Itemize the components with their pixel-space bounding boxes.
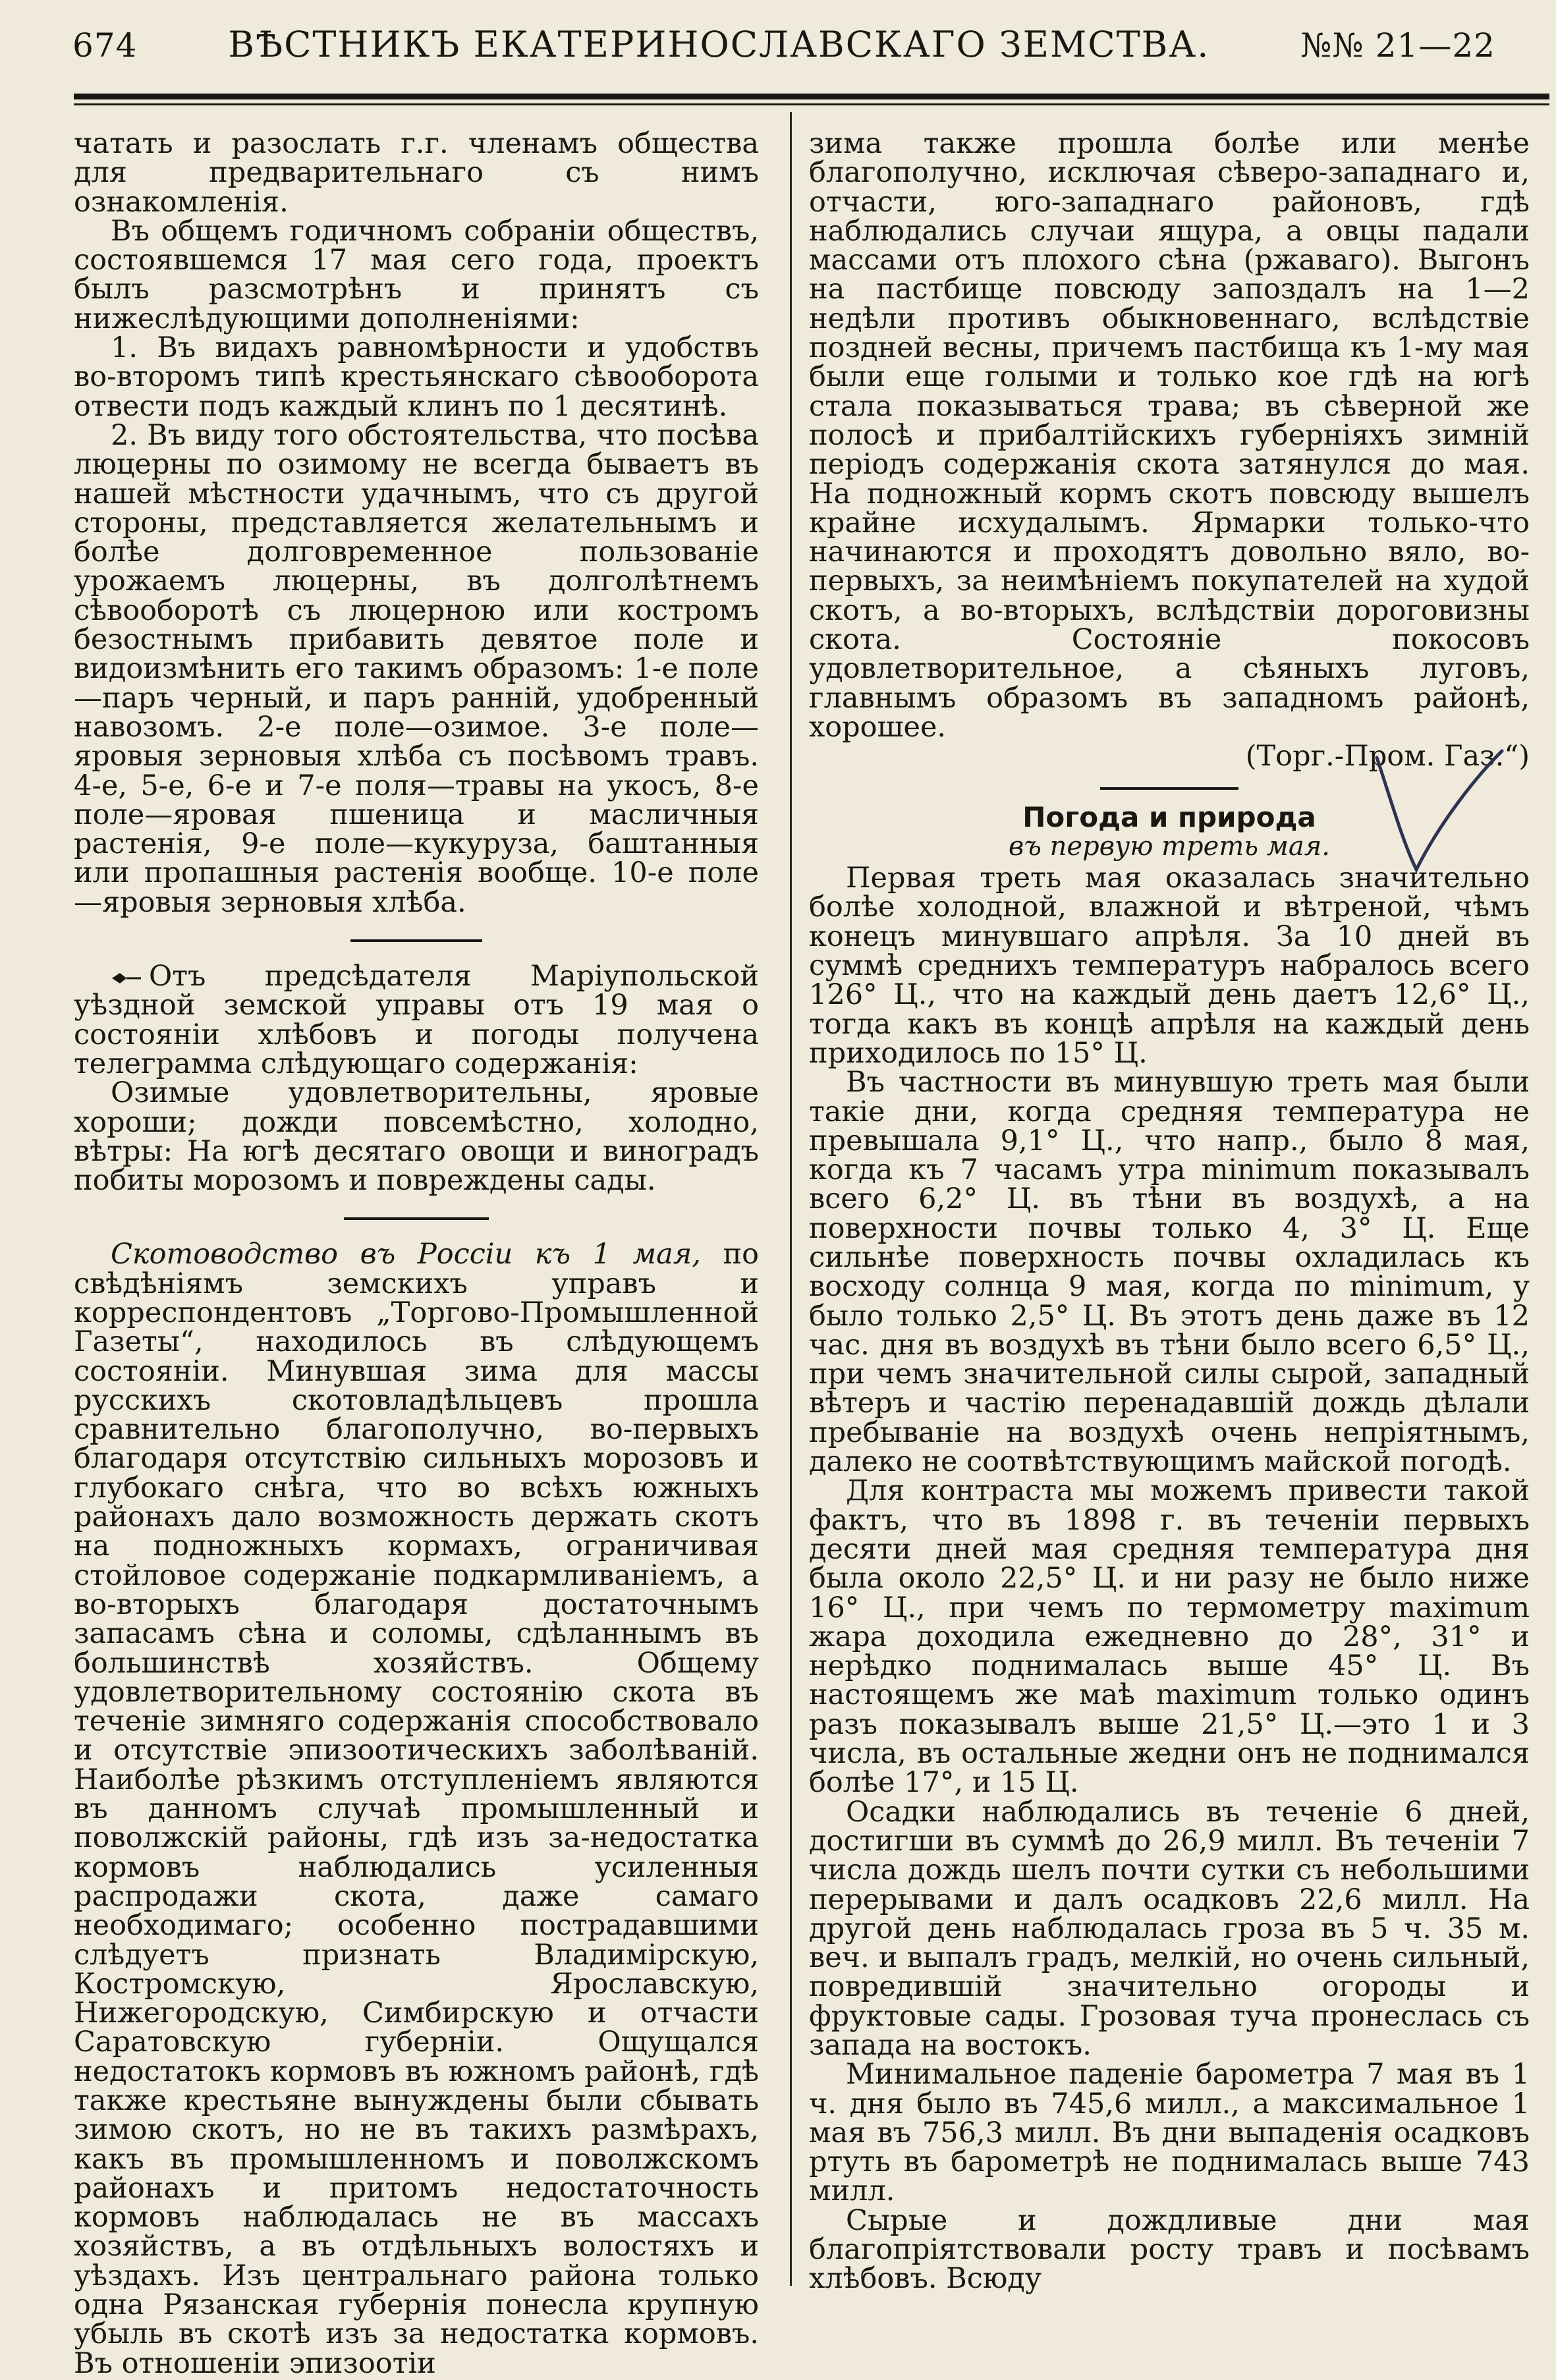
weather-section-title: Погода и природа	[1022, 800, 1316, 833]
left-column	[74, 129, 759, 2378]
source-citation: (Торг.-Пром. Газ.“)	[1245, 740, 1530, 773]
section-divider	[350, 939, 482, 942]
paragraph: Сырые и дождливые дни мая благопріятствовали росту травъ и посѣвамъ хлѣбовъ. Всюду	[809, 2203, 1530, 2296]
section-divider	[1100, 787, 1238, 790]
handwritten-check-mark-icon	[1370, 744, 1509, 876]
fleuron-ornament-icon	[111, 972, 142, 985]
issue-number: №№ 21—22	[1300, 26, 1495, 65]
paragraph: Минимальное паденіе барометра 7 мая въ 1 ч. дня было въ 745,6 милл., а максимальное 1 мая въ 756,3 милл. Въ дни выпаденія осадковъ ртуть въ барометрѣ не поднималась выше 743 милл.	[809, 2058, 1530, 2208]
telegram-intro	[74, 962, 759, 1078]
livestock-text: по свѣдѣніямъ земскихъ управъ и корреспондентовъ „Торгово-Промышленной Газеты“, находилось въ слѣдующемъ состояніи. Минувшая зима для массы русскихъ скотовладѣльцевъ прошла сравнительно благополучно, во-первыхъ благодаря отсутствію сильныхъ морозовъ и глубокаго снѣга, что во всѣхъ южныхъ районахъ дало возможность держать скотъ на подножныхъ кормахъ, ограничивая стойловое содержаніе подкармливаніемъ, а во-вторыхъ благодаря достаточнымъ запасамъ сѣна и соломы, сдѣланнымъ въ большинствѣ хозяйствъ. Общему удовлетворительному состоянію скота въ теченіе зимняго содержанія способствовало и отсутствіе эпизоотическихъ заболѣваній. Наиболѣе рѣзкимъ отступленіемъ являются въ данномъ случаѣ промышленный и поволжскій районы, гдѣ изъ за-недостатка кормовъ наблюдались усиленныя распродажи скота, даже самаго необходимаго; особенно пострадавшими слѣдуетъ признать Владимірскую, Костромскую, Ярославскую, Нижегородскую, Симбирскую и отчасти Саратовскую губерніи. Ощущался недостатокъ кормовъ въ южномъ районѣ, гдѣ также крестьяне вынуждены были сбывать зимою скотъ, но не въ такихъ размѣрахъ, какъ въ промышленномъ и поволжскомъ районахъ и притомъ недостаточность кормовъ наблюдалась не въ массахъ хозяйствъ, а въ отдѣльныхъ волостяхъ и уѣздахъ. Изъ центральнаго района только одна Рязанская губернія понесла крупную убыль въ скотѣ изъ за недостатка кормовъ. Въ отношеніи эпизоотіи	[74, 1238, 760, 2380]
page-number: 674	[72, 26, 138, 65]
journal-title: ВѢСТНИКЪ ЕКАТЕРИНОСЛАВСКАГО ЗЕМСТВА.	[228, 24, 1210, 65]
paragraph: Для контраста мы можемъ привести такой фактъ, что въ 1898 г. въ теченіи первыхъ десяти дней мая средняя температура дня была около 22,5° Ц. и ни разу не было ниже 16° Ц., при чемъ по термометру maximum жара доходила ежедневно до 28°, 31° и нерѣдко поднималась выше 45° Ц. Въ настоящемъ же маѣ maximum только одинъ разъ показывалъ выше 21,5° Ц.—это 1 и 3 числа, въ остальные жедни онъ не поднимался болѣе 17°, и 15 Ц.	[809, 1474, 1530, 1800]
paragraph: 2. Въ виду того обстоятельства, что посѣва люцерны по озимому не всегда бываетъ въ нашей мѣстности удачнымъ, что съ другой стороны, представляется желательнымъ и болѣе долговременное пользованіе урожаемъ люцерны, въ долголѣтнемъ сѣвооборотѣ съ люцерною или костромъ безостнымъ прибавить девятое поле и видоизмѣнить его такимъ образомъ: 1-е поле—паръ черный, и паръ ранній, удобренный навозомъ. 2-е поле—озимое. 3-е поле—яровыя зерновыя хлѣба съ посѣвомъ травъ. 4-е, 5-е, 6-е и 7-е поля—травы на укосъ, 8-е поле—яровая пшеница и масличныя растенія, 9-е поле—кукуруза, баштанныя или пропашныя растенія вообще. 10-е поле—яровыя зерновыя хлѣба.	[74, 418, 759, 919]
column-separator	[790, 112, 792, 2286]
paragraph: зима также прошла болѣе или менѣе благополучно, исключая сѣверо-западнаго и, отчасти, юго-западнаго районовъ, гдѣ наблюдались случаи ящура, а овцы падали массами отъ плохого сѣна (ржаваго). Выгонъ на пастбище повсюду запоздалъ на 1—2 недѣли противъ обыкновеннаго, вслѣдствіе поздней весны, причемъ пастбища къ 1-му мая были еще голыми и только кое гдѣ на югѣ стала показываться трава; въ сѣверной же полосѣ и прибалтійскихъ губерніяхъ зимній періодъ содержанія скота затянулся до мая. На подножный кормъ скотъ повсюду вышелъ крайне исхудалымъ. Ярмарки только-что начинаются и проходятъ довольно вяло, во-первыхъ, за неимѣніемъ покупателей на худой скотъ, а во-вторыхъ, вслѣдствіи дороговизны скота. Состояніе покосовъ удовлетворительное, а сѣяныхъ луговъ, главнымъ образомъ въ западномъ районѣ, хорошее.	[809, 127, 1530, 744]
paragraph: Осадки наблюдались въ теченіе 6 дней, достигши въ суммѣ до 26,9 милл. Въ теченіи 7 числа дождь шелъ почти сутки съ небольшими перерывами и далъ осадковъ 22,6 милл. На другой день наблюдалась гроза въ 5 ч. 35 м. веч. и выпалъ градъ, мелкій, но очень сильный, повредившій значительно огороды и фруктовые сады. Грозовая туча пронеслась съ запада на востокъ.	[809, 1795, 1530, 2062]
livestock-article	[74, 1240, 759, 2378]
paragraph: Въ общемъ годичномъ собраніи обществъ, состоявшемся 17 мая сего года, проектъ былъ разсмотрѣнъ и принятъ съ нижеслѣдующими дополненіями:	[74, 214, 759, 335]
livestock-title: Скотоводство въ Россіи къ 1 мая,	[111, 1238, 701, 1271]
section-divider	[344, 1217, 489, 1220]
paragraph: 1. Въ видахъ равномѣрности и удобствъ во-второмъ типѣ крестьянскаго сѣвооборота отвести подъ каждый клинъ по 1 десятинѣ.	[74, 331, 759, 423]
header-rule	[74, 94, 1549, 99]
telegram-text: Озимые удовлетворительны, яровые хороши; дожди повсемѣстно, холодно, вѣтры: На югѣ десятаго овощи и виноградъ побиты морозомъ и повреждены сады.	[74, 1076, 759, 1198]
header-rule-thin	[74, 103, 1549, 105]
paragraph: Въ частности въ минувшую треть мая были такіе дни, когда средняя температура не превышала 9,1° Ц., что напр., было 8 мая, когда къ 7 часамъ утра minimum показывалъ всего 6,2° Ц. въ тѣни въ воздухѣ, а на поверхности почвы только 4, 3° Ц. Еще сильнѣе поверхность почвы охладилась къ восходу солнца 9 мая, когда по minimum, у было только 2,5° Ц. Въ этотъ день даже въ 12 час. дня въ воздухѣ въ тѣни было всего 6,5° Ц., при чемъ значительной силы сырой, западный вѣтеръ и частію перенадавшій дождь дѣлали пребываніе на воздухѣ очень непріятнымъ, далеко не соотвѣтствующимъ майской погодѣ.	[809, 1066, 1530, 1479]
telegram-intro-text: Отъ предсѣдателя Маріупольской уѣздной земской управы отъ 19 мая о состояніи хлѣбовъ и погоды получена телеграмма слѣдующаго содержанія:	[74, 960, 759, 1080]
page-header	[72, 24, 1495, 79]
weather-section-subtitle: въ первую треть мая.	[1009, 831, 1330, 862]
right-column	[809, 129, 1530, 2294]
paragraph: чатать и разослать г.г. членамъ общества для предварительнаго съ нимъ ознакомленія.	[74, 127, 759, 219]
paragraph: Первая треть мая оказалась значительно болѣе холодной, влажной и вѣтреной, чѣмъ конецъ минувшаго апрѣля. За 10 дней въ суммѣ среднихъ температуръ набралось всего 126° Ц., что на каждый день даетъ 12,6° Ц., тогда какъ въ концѣ апрѣля на каждый день приходилось по 15° Ц.	[809, 862, 1530, 1070]
